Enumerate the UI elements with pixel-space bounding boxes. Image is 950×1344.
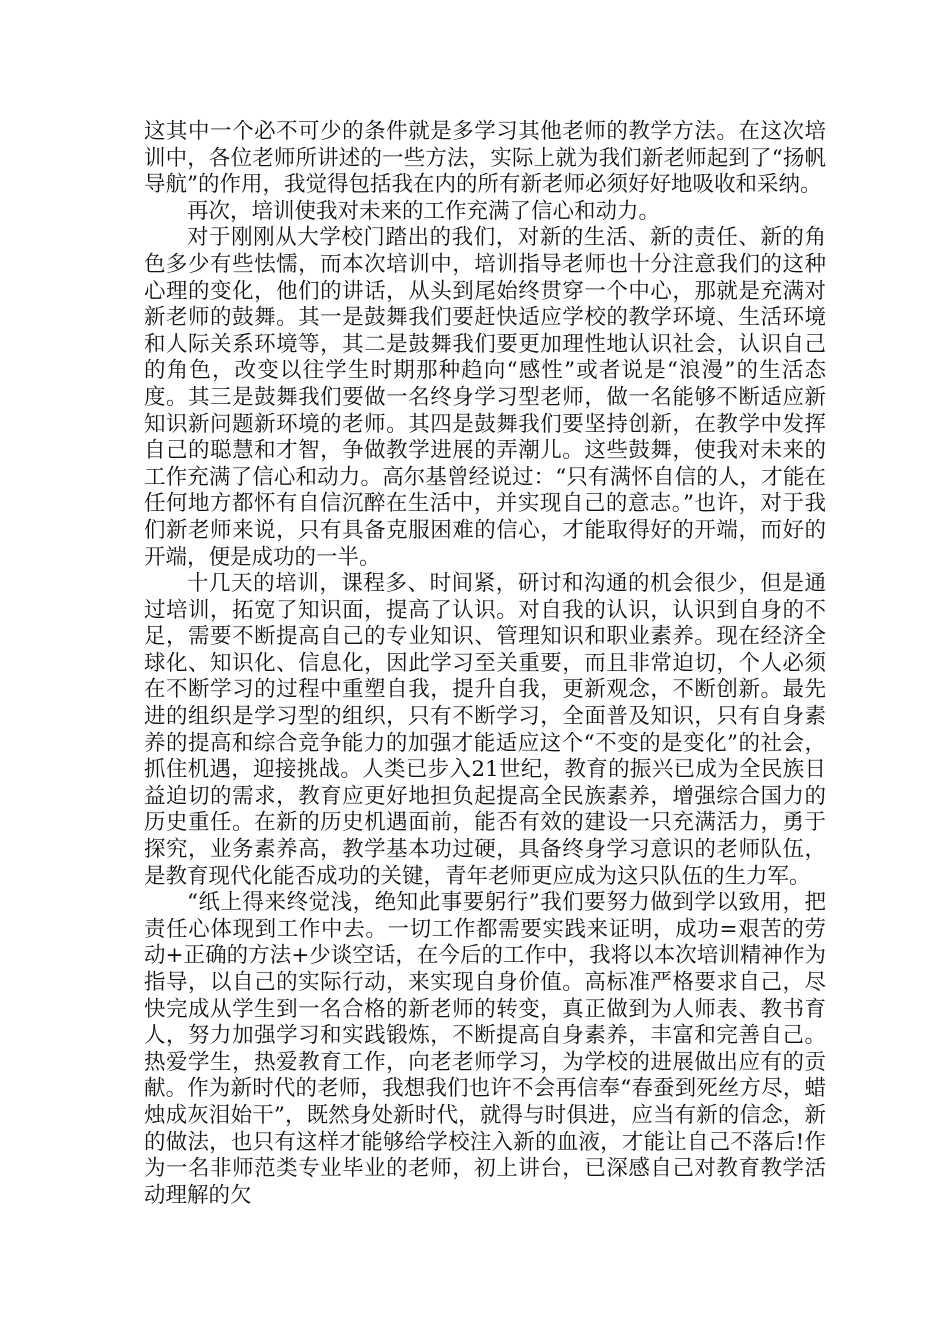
paragraph-2: 再次，培训使我对未来的工作充满了信心和动力。 — [187, 198, 661, 224]
paragraph-4: 十几天的培训，课程多、时间紧，研讨和沟通的机会很少，但是通过培训，拓宽了知识面，提高了认识。对自我的认识，认识到自身的不足，需要不断提高自己的专业知识、管理知识和职业素养。现在经济全球化、知识化、信息化，因此学习至关重要，而且非常迫切，个人必须在不断学习的过程中重塑自我，提升自我，更新观念，不断创新。最先进的组织是学习型的组织，只有不断学习，全面普及知识，只有自身素养的提高和综合竞争能力的加强才能适应这个“不变的是变化”的社会，抓住机遇，迎接挑战。人类已步入21世纪，教育的振兴已成为全民族日益迫切的需求，教育应更好地担负起提高全民族素养，增强综合国力的历史重任。在新的历史机遇面前，能否有效的建设一只充满活力，勇于探究，业务素养高，教学基本功过硬，具备终身学习意识的老师队伍，是教育现代化能否成功的关键，青年老师更应成为这只队伍的生力军。 — [144, 571, 826, 889]
document-page — [144, 119, 826, 1209]
paragraph-1: 这其中一个必不可少的条件就是多学习其他老师的教学方法。在这次培训中，各位老师所讲述的一些方法，实际上就为我们新老师起到了“扬帆导航”的作用，我觉得包括我在内的所有新老师必须好好地吸收和采纳。 — [144, 119, 826, 198]
paragraph-3: 对于刚刚从大学校门踏出的我们，对新的生活、新的责任、新的角色多少有些怯懦，而本次培训中，培训指导老师也十分注意我们的这种心理的变化，他们的讲话，从头到尾始终贯穿一个中心，那就是充满对新老师的鼓舞。其一是鼓舞我们要赶快适应学校的教学环境、生活环境和人际关系环境等，其二是鼓舞我们要更加理性地认识社会，认识自己的角色，改变以往学生时期那种趋向“感性”或者说是“浪漫”的生活态度。其三是鼓舞我们要做一名终身学习型老师，做一名能够不断适应新知识新问题新环境的老师。其四是鼓舞我们要坚持创新，在教学中发挥自己的聪慧和才智，争做教学进展的弄潮儿。这些鼓舞，使我对未来的工作充满了信心和动力。高尔基曾经说过：“只有满怀自信的人，才能在任何地方都怀有自信沉醉在生活中，并实现自己的意志。”也许，对于我们新老师来说，只有具备克服困难的信心，才能取得好的开端，而好的开端，便是成功的一半。 — [144, 225, 826, 570]
paragraph-5: “纸上得来终觉浅，绝知此事要躬行”我们要努力做到学以致用，把责任心体现到工作中去。一切工作都需要实践来证明，成功=艰苦的劳动+正确的方法+少谈空话，在今后的工作中，我将以本次培训精神作为指导，以自己的实际行动，来实现自身价值。高标准严格要求自己，尽快完成从学生到一名合格的新老师的转变，真正做到为人师表、教书育人，努力加强学习和实践锻炼，不断提高自身素养，丰富和完善自己。热爱学生，热爱教育工作，向老老师学习，为学校的进展做出应有的贡献。作为新时代的老师，我想我们也许不会再信奉“春蚕到死丝方尽，蜡烛成灰泪始干”，既然身处新时代，就得与时俱进，应当有新的信念，新的做法，也只有这样才能够给学校注入新的血液，才能让自己不落后!作为一名非师范类专业毕业的老师，初上讲台，已深感自己对教育教学活动理解的欠 — [144, 890, 826, 1208]
